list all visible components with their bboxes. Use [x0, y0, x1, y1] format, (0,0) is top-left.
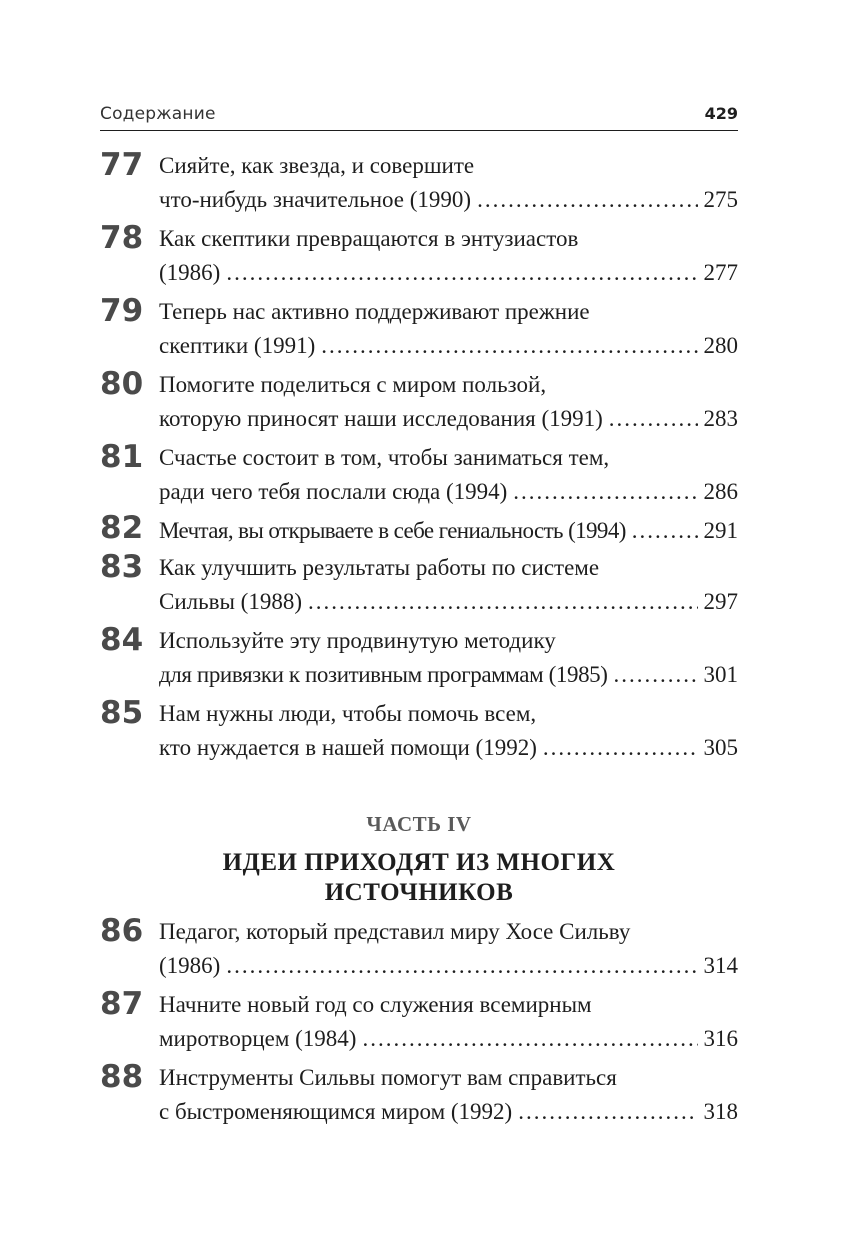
- page-number: 429: [704, 104, 738, 123]
- chapter-number: 86: [100, 913, 144, 949]
- chapter-title-tail: скептики (1991): [159, 333, 316, 358]
- chapter-page: 301: [703, 662, 738, 687]
- chapter-title-line2: [159, 952, 738, 980]
- chapter-page: 297: [703, 589, 738, 614]
- chapter-number: 79: [100, 293, 144, 329]
- chapter-number: 88: [100, 1059, 144, 1095]
- chapter-number: 84: [100, 622, 144, 658]
- chapter-page: 286: [703, 479, 738, 504]
- dot-leader: [477, 186, 697, 214]
- chapter-page: 275: [703, 187, 738, 212]
- chapter-title-line1: [159, 517, 738, 545]
- chapter-number: 78: [100, 220, 144, 256]
- chapter-number: 82: [100, 510, 144, 546]
- dot-leader: [321, 332, 697, 360]
- chapter-title-line1: Инструменты Сильвы помогут вам справиться: [159, 1065, 617, 1090]
- chapter-number: 85: [100, 695, 144, 731]
- chapter-page: 277: [703, 260, 738, 285]
- chapter-title-line2: [159, 661, 738, 689]
- chapter-title-tail: Сильвы (1988): [159, 589, 302, 614]
- chapter-title-line1: Счастье состоит в том, чтобы заниматься тем,: [159, 445, 610, 470]
- chapter-title-tail: миротворцем (1984): [159, 1026, 357, 1051]
- chapter-page: 314: [703, 953, 738, 978]
- dot-leader: [518, 1098, 697, 1126]
- dot-leader: [226, 259, 697, 287]
- chapter-page: 305: [703, 735, 738, 760]
- chapter-title-tail: кто нуждается в нашей помощи (1992): [159, 735, 537, 760]
- chapter-title-line1: Теперь нас активно поддерживают прежние: [159, 299, 590, 324]
- chapter-title-line2: [159, 1098, 738, 1126]
- chapter-title-tail: Мечтая, вы открываете в себе гениальность (1994): [159, 518, 626, 543]
- chapter-page: 291: [703, 518, 738, 543]
- chapter-title-line1: Педагог, который представил миру Хосе Сильву: [159, 919, 631, 944]
- chapter-number: 80: [100, 366, 144, 402]
- running-header: [100, 100, 738, 131]
- chapter-title-line2: [159, 405, 738, 433]
- chapter-page: 318: [703, 1099, 738, 1124]
- chapter-title-tail: с быстроменяющимся миром (1992): [159, 1099, 513, 1124]
- dot-leader: [513, 478, 697, 506]
- chapter-title-line1: Нам нужны люди, чтобы помочь всем,: [159, 701, 537, 726]
- chapter-title-line2: [159, 259, 738, 287]
- dot-leader: [226, 952, 697, 980]
- chapter-number: 81: [100, 439, 144, 475]
- part-title-line1: ИДЕИ ПРИХОДЯТ ИЗ МНОГИХ: [222, 849, 616, 876]
- chapter-title-line2: [159, 588, 738, 616]
- chapter-title-tail: для привязки к позитивным программам (1985): [159, 662, 608, 687]
- chapter-title-line1: Сияйте, как звезда, и совершите: [159, 153, 475, 178]
- chapter-number: 87: [100, 986, 144, 1022]
- chapter-title-line2: [159, 1025, 738, 1053]
- dot-leader: [543, 734, 698, 762]
- chapter-title-tail: что-нибудь значительное (1990): [159, 187, 472, 212]
- dot-leader: [609, 405, 698, 433]
- chapter-title-tail: (1986): [159, 260, 221, 285]
- dot-leader: [362, 1025, 697, 1053]
- chapter-title-line2: [159, 332, 738, 360]
- chapter-title-line1: Помогите поделиться с миром пользой,: [159, 372, 547, 397]
- chapter-page: 280: [703, 333, 738, 358]
- dot-leader: [614, 661, 698, 689]
- chapter-page: 316: [703, 1026, 738, 1051]
- chapter-title-line1: Как улучшить результаты работы по системе: [159, 555, 600, 580]
- chapter-title-line1: Начните новый год со служения всемирным: [159, 992, 592, 1017]
- chapter-title-line2: [159, 734, 738, 762]
- dot-leader: [632, 517, 698, 545]
- dot-leader: [308, 588, 698, 616]
- chapter-title-tail: (1986): [159, 953, 221, 978]
- chapter-title-line1: Как скептики превращаются в энтузиастов: [159, 226, 579, 251]
- chapter-title-tail: ради чего тебя послали сюда (1994): [159, 479, 508, 504]
- part-title-line2: ИСТОЧНИКОВ: [324, 879, 514, 906]
- chapter-page: 283: [703, 406, 738, 431]
- chapter-title-line2: [159, 478, 738, 506]
- chapter-number: 77: [100, 147, 144, 183]
- section-title: Содержание: [100, 104, 216, 124]
- chapter-title-tail: которую приносят наши исследования (1991): [159, 406, 603, 431]
- chapter-title-line1: Используйте эту продвинутую методику: [159, 628, 556, 653]
- chapter-title-line2: [159, 186, 738, 214]
- part-label: ЧАСТЬ IV: [366, 812, 472, 836]
- chapter-number: 83: [100, 549, 144, 585]
